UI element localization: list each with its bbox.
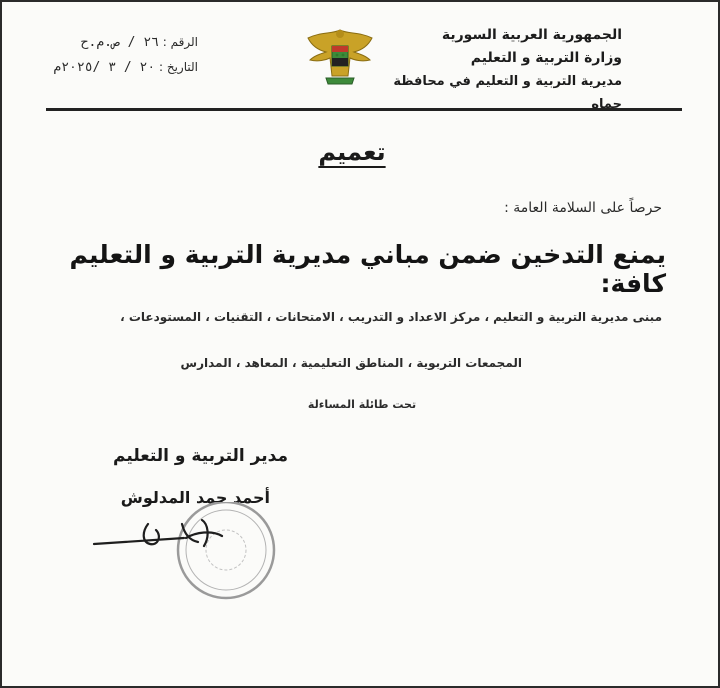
letterhead	[382, 24, 622, 116]
reference-date	[38, 55, 198, 80]
official-stamp-icon	[86, 502, 286, 612]
buildings-line-2: المجمعات التربوية ، المناطق التعليمية ، المعاهد ، المدارس	[180, 356, 522, 370]
ministry-name: وزارة التربية و التعليم	[470, 50, 622, 66]
number-label: الرقم :	[162, 35, 198, 49]
buildings-line-1: مبنى مديرية التربية و التعليم ، مركز الاعداد و التدريب ، الامتحانات ، التقنيات ، المستودعات ،	[120, 310, 662, 324]
country-name: الجمهورية العربية السورية	[441, 27, 622, 43]
directorate-name: مديرية التربية و التعليم في محافظة حماه	[393, 74, 622, 112]
reference-number	[38, 30, 198, 55]
signer-name: أحمد حمد المدلوش	[120, 488, 270, 507]
notice-title: تعميم	[318, 138, 386, 166]
date-label: التاريخ :	[158, 60, 198, 74]
syrian-eagle-emblem-icon	[302, 24, 378, 88]
reference-block	[38, 30, 198, 80]
document-page	[2, 2, 718, 686]
header-divider	[46, 108, 682, 111]
penalty-line: تحت طائلة المساءلة	[307, 398, 417, 411]
notice-headline: يمنع التدخين ضمن مباني مديرية التربية و التعليم كافة:	[69, 240, 666, 298]
date-value: ٢٠ / ٣ /٢٠٢٥م	[53, 60, 156, 75]
notice-intro: حرصاً على السلامة العامة :	[504, 200, 662, 216]
number-value: ٢٦ / ص.م.ح	[80, 35, 159, 50]
signer-title: مدير التربية و التعليم	[113, 446, 288, 466]
handwritten-signature-icon	[94, 520, 222, 546]
